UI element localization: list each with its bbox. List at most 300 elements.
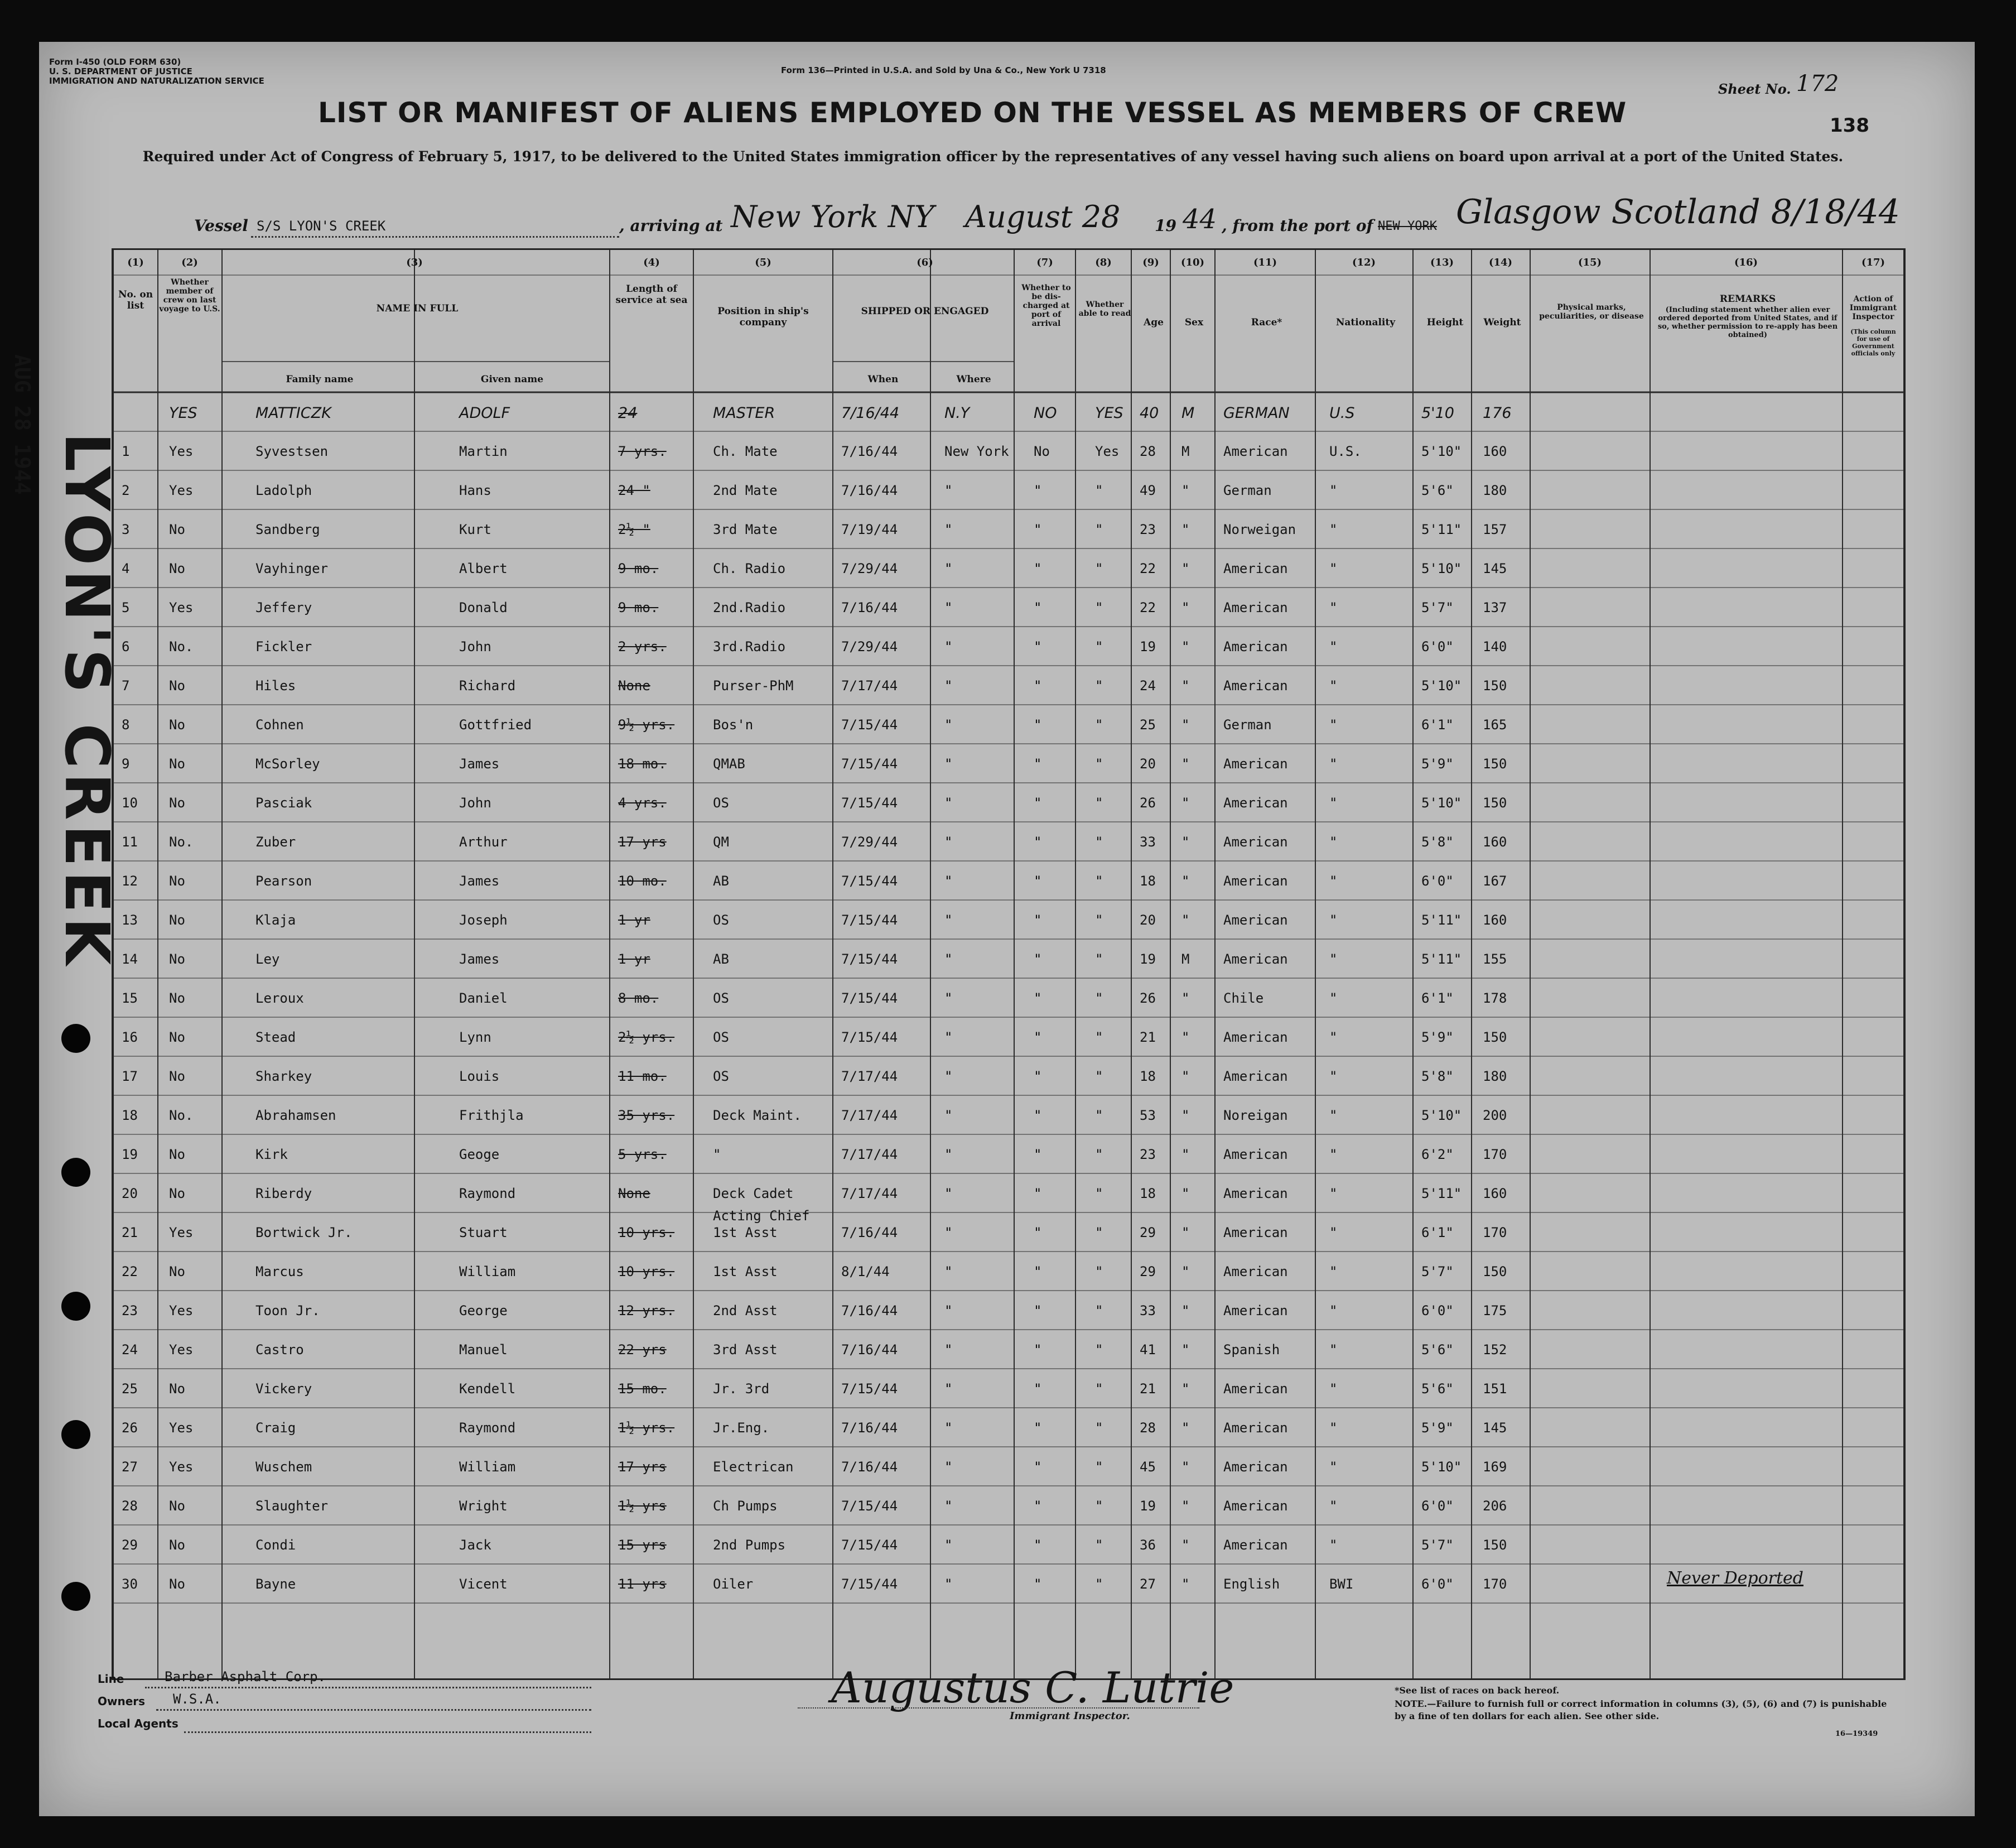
cell-read: " — [1095, 1498, 1103, 1514]
cell-no: 24 — [122, 1342, 138, 1358]
penalty-note: NOTE.—Failure to furnish full or correct information in columns (3), (5), (6) and (7) is punishable by a fine of ten dollars for each alien. See other side. — [1395, 1698, 1887, 1721]
arriving-port: New York NY — [731, 199, 934, 234]
cell-age: 26 — [1140, 795, 1156, 811]
crew-row — [113, 509, 1904, 548]
cell-race: American — [1223, 873, 1288, 889]
cell-position: Electrican — [713, 1459, 794, 1475]
cell-where: " — [944, 1029, 953, 1045]
punch-hole — [61, 1582, 90, 1611]
cell-sex: " — [1181, 1303, 1190, 1318]
cell-family: Bortwick Jr. — [255, 1225, 353, 1240]
cell-nationality: " — [1329, 1303, 1338, 1318]
cell-discharged: " — [1034, 483, 1042, 498]
punch-hole — [61, 1158, 90, 1187]
cell-race: American — [1223, 1498, 1288, 1514]
cell-nationality: " — [1329, 1342, 1338, 1358]
cell-family: Slaughter — [255, 1498, 329, 1514]
cell-age: 29 — [1140, 1225, 1156, 1240]
cell-member: YES — [169, 405, 197, 422]
ship-name-handwritten: LYON'S CREEK — [51, 432, 123, 970]
cell-family: Marcus — [255, 1264, 304, 1279]
cell-nationality: " — [1329, 678, 1338, 694]
cell-no: 16 — [122, 1029, 138, 1045]
header-family-name: Family name — [286, 374, 354, 385]
cell-weight: 137 — [1483, 600, 1507, 615]
cell-nationality: " — [1329, 1186, 1338, 1201]
cell-discharged: NO — [1034, 405, 1057, 422]
cell-race: Norweigan — [1223, 522, 1296, 537]
cell-when: 7/29/44 — [841, 561, 898, 576]
cell-age: 23 — [1140, 522, 1156, 537]
cell-member: No — [169, 1069, 185, 1084]
cell-when: 7/16/44 — [841, 444, 898, 459]
cell-when: 7/17/44 — [841, 1186, 898, 1201]
cell-height: 5'11" — [1421, 1186, 1462, 1201]
cell-discharged: " — [1034, 1498, 1042, 1514]
cell-discharged: " — [1034, 561, 1042, 576]
cell-member: No — [169, 795, 185, 811]
header-physical-marks: Physical marks, peculiarities, or disease — [1539, 303, 1644, 321]
cell-weight: 167 — [1483, 873, 1507, 889]
cell-race: American — [1223, 1029, 1288, 1045]
cell-where: " — [944, 1225, 953, 1240]
cell-given: Stuart — [459, 1225, 508, 1240]
cell-family: Vayhinger — [255, 561, 329, 576]
cell-position: QM — [713, 834, 729, 850]
cell-given: James — [459, 951, 500, 967]
cell-no: 29 — [122, 1537, 138, 1553]
printer-line: Form 136—Printed in U.S.A. and Sold by Una & Co., New York U 7318 — [781, 65, 1106, 75]
cell-discharged: " — [1034, 912, 1042, 928]
cell-sex: " — [1181, 522, 1190, 537]
vessel-label: Vessel — [194, 216, 248, 235]
cell-nationality: " — [1329, 639, 1338, 654]
form-id-line: Form I-450 (OLD FORM 630) — [49, 57, 181, 67]
header-action-sub: (This column for use of Government officials only — [1850, 328, 1896, 357]
cell-given: Donald — [459, 600, 508, 615]
cell-family: Vickery — [255, 1381, 312, 1397]
cell-read: " — [1095, 756, 1103, 772]
sheet-number: 172 — [1796, 71, 1839, 97]
cell-weight: 151 — [1483, 1381, 1507, 1397]
cell-service: 2½ yrs. — [618, 1029, 675, 1045]
cell-given: Raymond — [459, 1186, 516, 1201]
cell-position: 2nd Mate — [713, 483, 778, 498]
cell-given: Raymond — [459, 1420, 516, 1436]
cell-given: Daniel — [459, 990, 508, 1006]
cell-age: 45 — [1140, 1459, 1156, 1475]
cell-given: Jack — [459, 1537, 491, 1553]
cell-nationality: " — [1329, 522, 1338, 537]
cell-weight: 155 — [1483, 951, 1507, 967]
cell-height: 5'10" — [1421, 444, 1462, 459]
cell-position: Ch. Radio — [713, 561, 786, 576]
cell-service: None — [618, 678, 650, 694]
cell-when: 7/16/44 — [841, 1342, 898, 1358]
cell-member: No — [169, 1498, 185, 1514]
cell-height: 6'0" — [1421, 1498, 1454, 1514]
cell-where: " — [944, 1108, 953, 1123]
column-number: (6) — [917, 257, 933, 268]
cell-age: 27 — [1140, 1576, 1156, 1592]
column-number: (1) — [127, 257, 144, 268]
cell-discharged: " — [1034, 873, 1042, 889]
header-no-on-list: No. on list — [118, 289, 153, 311]
cell-height: 5'11" — [1421, 522, 1462, 537]
cell-weight: 178 — [1483, 990, 1507, 1006]
cell-discharged: " — [1034, 951, 1042, 967]
crew-row — [113, 1173, 1904, 1212]
cell-no: 19 — [122, 1147, 138, 1162]
cell-when: 7/15/44 — [841, 717, 898, 733]
cell-sex: " — [1181, 834, 1190, 850]
inspector-label: Immigrant Inspector. — [1010, 1710, 1130, 1722]
header-given-name: Given name — [480, 374, 544, 385]
cell-nationality: " — [1329, 1420, 1338, 1436]
cell-race: American — [1223, 1420, 1288, 1436]
column-number: (9) — [1142, 257, 1159, 268]
cell-member: Yes — [169, 444, 194, 459]
header-where: Where — [956, 374, 991, 385]
cell-position: Purser-PhM — [713, 678, 794, 694]
cell-age: 25 — [1140, 717, 1156, 733]
cell-position: AB — [713, 951, 729, 967]
cell-position: Deck Maint. — [713, 1108, 802, 1123]
cell-when: 7/16/44 — [841, 483, 898, 498]
cell-weight: 206 — [1483, 1498, 1507, 1514]
cell-nationality: " — [1329, 873, 1338, 889]
cell-sex: " — [1181, 600, 1190, 615]
cell-member: No — [169, 717, 185, 733]
cell-when: 8/1/44 — [841, 1264, 890, 1279]
cell-height: 5'10 — [1421, 405, 1454, 422]
cell-where: " — [944, 1342, 953, 1358]
cell-age: 33 — [1140, 1303, 1156, 1318]
cell-read: " — [1095, 795, 1103, 811]
cell-read: " — [1095, 1420, 1103, 1436]
owners-label: Owners — [98, 1695, 146, 1708]
cell-race: American — [1223, 1303, 1288, 1318]
departure-port: Glasgow Scotland 8/18/44 — [1456, 192, 1900, 232]
cell-read: " — [1095, 1225, 1103, 1240]
cell-where: " — [944, 1459, 953, 1475]
cell-position: OS — [713, 795, 729, 811]
cell-where: " — [944, 1576, 953, 1592]
cell-age: 29 — [1140, 1264, 1156, 1279]
column-number: (17) — [1861, 257, 1885, 268]
crew-row — [113, 1017, 1904, 1056]
cell-sex: " — [1181, 1459, 1190, 1475]
cell-height: 5'6" — [1421, 483, 1454, 498]
cell-position: 1st Asst — [713, 1225, 778, 1240]
header-sex: Sex — [1184, 317, 1204, 328]
cell-position: Ch Pumps — [713, 1498, 778, 1514]
cell-nationality: " — [1329, 717, 1338, 733]
cell-read: " — [1095, 600, 1103, 615]
cell-discharged: " — [1034, 717, 1042, 733]
cell-no: 20 — [122, 1186, 138, 1201]
cell-where: " — [944, 1537, 953, 1553]
crew-row — [113, 861, 1904, 900]
header-age: Age — [1144, 317, 1164, 328]
cell-position: 3rd Asst — [713, 1342, 778, 1358]
form-id-line: U. S. DEPARTMENT OF JUSTICE — [49, 66, 192, 76]
cell-sex: " — [1181, 1264, 1190, 1279]
cell-position: Ch. Mate — [713, 444, 778, 459]
cell-position-top: Acting Chief — [713, 1208, 810, 1224]
header-position: Position in ship's company — [717, 306, 809, 328]
cell-member: No. — [169, 834, 194, 850]
cell-member: No — [169, 522, 185, 537]
cell-race: American — [1223, 1264, 1288, 1279]
cell-sex: " — [1181, 561, 1190, 576]
cell-sex: " — [1181, 1537, 1190, 1553]
column-number: (15) — [1578, 257, 1602, 268]
cell-race: American — [1223, 756, 1288, 772]
cell-nationality: " — [1329, 951, 1338, 967]
cell-race: American — [1223, 1459, 1288, 1475]
cell-sex: M — [1181, 405, 1195, 422]
cell-sex: " — [1181, 717, 1190, 733]
crew-row — [113, 900, 1904, 939]
cell-given: Wright — [459, 1498, 508, 1514]
cell-given: Manuel — [459, 1342, 508, 1358]
cell-member: No — [169, 990, 185, 1006]
cell-read: " — [1095, 1342, 1103, 1358]
header-when: When — [867, 374, 899, 385]
cell-weight: 140 — [1483, 639, 1507, 654]
cell-when: 7/16/44 — [841, 1459, 898, 1475]
cell-sex: " — [1181, 1186, 1190, 1201]
cell-service: 17 yrs — [618, 834, 667, 850]
cell-nationality: " — [1329, 834, 1338, 850]
cell-sex: " — [1181, 990, 1190, 1006]
cell-age: 22 — [1140, 600, 1156, 615]
cell-read: " — [1095, 483, 1103, 498]
cell-race: Spanish — [1223, 1342, 1280, 1358]
cell-service: 2½ " — [618, 522, 650, 537]
cell-service: 24 — [618, 405, 638, 422]
cell-race: American — [1223, 912, 1288, 928]
cell-given: John — [459, 795, 491, 811]
cell-position: QMAB — [713, 756, 745, 772]
cell-service: 5 yrs. — [618, 1147, 667, 1162]
cell-age: 28 — [1140, 444, 1156, 459]
cell-race: American — [1223, 834, 1288, 850]
cell-position: 2nd.Radio — [713, 600, 786, 615]
cell-weight: 160 — [1483, 1186, 1507, 1201]
cell-when: 7/17/44 — [841, 1069, 898, 1084]
cell-height: 5'8" — [1421, 1069, 1454, 1084]
cell-weight: 175 — [1483, 1303, 1507, 1318]
cell-height: 5'10" — [1421, 1459, 1462, 1475]
cell-sex: M — [1181, 444, 1190, 459]
cell-family: Ladolph — [255, 483, 312, 498]
cell-age: 20 — [1140, 912, 1156, 928]
cell-family: Kirk — [255, 1147, 288, 1162]
cell-service: 1 yr — [618, 912, 650, 928]
cell-nationality: U.S. — [1329, 444, 1362, 459]
cell-when: 7/15/44 — [841, 912, 898, 928]
cell-when: 7/19/44 — [841, 522, 898, 537]
cell-member: Yes — [169, 600, 194, 615]
cell-nationality: " — [1329, 1537, 1338, 1553]
cell-weight: 160 — [1483, 912, 1507, 928]
cell-discharged: " — [1034, 834, 1042, 850]
cell-read: " — [1095, 1147, 1103, 1162]
cell-where: " — [944, 1381, 953, 1397]
cell-service: 9 mo. — [618, 600, 659, 615]
cell-read: " — [1095, 834, 1103, 850]
header-shipped-engaged: SHIPPED OR ENGAGED — [861, 306, 989, 317]
cell-read: " — [1095, 1537, 1103, 1553]
header-weight: Weight — [1483, 317, 1521, 328]
cell-read: YES — [1095, 405, 1123, 422]
crew-row — [113, 1252, 1904, 1291]
column-number: (5) — [755, 257, 771, 268]
cell-nationality: " — [1329, 1498, 1338, 1514]
header-length-service: Length of service at sea — [615, 283, 688, 306]
crew-row — [113, 627, 1904, 666]
cell-read: " — [1095, 1108, 1103, 1123]
cell-given: Hans — [459, 483, 491, 498]
crew-row — [113, 783, 1904, 822]
cell-family: Castro — [255, 1342, 304, 1358]
cell-sex: " — [1181, 639, 1190, 654]
cell-service: 12 yrs. — [618, 1303, 675, 1318]
cell-given: Martin — [459, 444, 508, 459]
cell-family: Syvestsen — [255, 444, 329, 459]
cell-no: 26 — [122, 1420, 138, 1436]
cell-position: " — [713, 1147, 721, 1162]
crew-row — [113, 1095, 1904, 1134]
cell-when: 7/15/44 — [841, 1498, 898, 1514]
cell-discharged: " — [1034, 1186, 1042, 1201]
header-remarks: REMARKS — [1719, 293, 1776, 305]
cell-where: " — [944, 756, 953, 772]
cell-nationality: " — [1329, 1108, 1338, 1123]
cell-member: No — [169, 1576, 185, 1592]
cell-member: No — [169, 873, 185, 889]
cell-height: 5'7" — [1421, 600, 1454, 615]
crew-row — [113, 1134, 1904, 1173]
cell-nationality: " — [1329, 990, 1338, 1006]
cell-read: Yes — [1095, 444, 1120, 459]
cell-sex: " — [1181, 1108, 1190, 1123]
cell-service: 8 mo. — [618, 990, 659, 1006]
cell-when: 7/15/44 — [841, 951, 898, 967]
requirement-text: Required under Act of Congress of February 5, 1917, to be delivered to the United States immigration officer by the representatives of any vessel having such aliens on board upon arrival at a port of the United States. — [142, 148, 1844, 165]
cell-read: " — [1095, 1459, 1103, 1475]
cell-when: 7/16/44 — [841, 405, 900, 422]
cell-age: 18 — [1140, 1069, 1156, 1084]
cell-where: " — [944, 1498, 953, 1514]
manifest-sheet — [10, 42, 1975, 1816]
races-note: *See list of races on back hereof. — [1395, 1685, 1560, 1696]
cell-sex: " — [1181, 1576, 1190, 1592]
cell-member: No — [169, 1537, 185, 1553]
cell-no: 28 — [122, 1498, 138, 1514]
cell-no: 23 — [122, 1303, 138, 1318]
cell-service: 15 yrs — [618, 1537, 667, 1553]
cell-discharged: " — [1034, 1576, 1042, 1592]
cell-service: 1 yr — [618, 951, 650, 967]
cell-where: " — [944, 873, 953, 889]
punch-hole — [61, 1420, 90, 1449]
cell-family: Sharkey — [255, 1069, 312, 1084]
struck-port: NEW YORK — [1378, 219, 1437, 233]
crew-row — [113, 1291, 1904, 1330]
cell-no: 17 — [122, 1069, 138, 1084]
cell-read: " — [1095, 1029, 1103, 1045]
column-number: (16) — [1734, 257, 1758, 268]
cell-nationality: " — [1329, 483, 1338, 498]
crew-row — [113, 1369, 1904, 1408]
cell-given: Kendell — [459, 1381, 516, 1397]
cell-no: 10 — [122, 795, 138, 811]
crew-row — [113, 939, 1904, 978]
cell-member: Yes — [169, 1342, 194, 1358]
cell-height: 5'6" — [1421, 1381, 1454, 1397]
from-port-label: , from the port of — [1222, 216, 1373, 235]
cell-no: 5 — [122, 600, 130, 615]
cell-given: James — [459, 873, 500, 889]
cell-nationality: " — [1329, 1225, 1338, 1240]
cell-weight: 150 — [1483, 1264, 1507, 1279]
crew-row — [113, 822, 1904, 861]
cell-family: Klaja — [255, 912, 296, 928]
cell-age: 21 — [1140, 1381, 1156, 1397]
cell-when: 7/17/44 — [841, 1147, 898, 1162]
cell-where: " — [944, 1069, 953, 1084]
cell-read: " — [1095, 1264, 1103, 1279]
cell-member: No — [169, 951, 185, 967]
cell-where: " — [944, 834, 953, 850]
cell-nationality: " — [1329, 1147, 1338, 1162]
cell-family: Hiles — [255, 678, 296, 694]
cell-when: 7/15/44 — [841, 1537, 898, 1553]
cell-member: No. — [169, 1108, 194, 1123]
cell-when: 7/17/44 — [841, 1108, 898, 1123]
cell-sex: " — [1181, 1498, 1190, 1514]
cell-no: 12 — [122, 873, 138, 889]
cell-position: Jr.Eng. — [713, 1420, 770, 1436]
cell-service: 35 yrs. — [618, 1108, 675, 1123]
cell-family: Fickler — [255, 639, 312, 654]
cell-no: 15 — [122, 990, 138, 1006]
cell-race: American — [1223, 1147, 1288, 1162]
cell-service: 10 yrs. — [618, 1264, 675, 1279]
cell-member: No — [169, 561, 185, 576]
cell-sex: " — [1181, 756, 1190, 772]
cell-given: Frithjla — [459, 1108, 524, 1123]
cell-no: 9 — [122, 756, 130, 772]
cell-service: 10 mo. — [618, 873, 667, 889]
cell-discharged: " — [1034, 1537, 1042, 1553]
cell-read: " — [1095, 678, 1103, 694]
cell-where: " — [944, 639, 953, 654]
cell-family: Pearson — [255, 873, 312, 889]
crew-row — [113, 431, 1904, 470]
cell-given: James — [459, 756, 500, 772]
cell-weight: 165 — [1483, 717, 1507, 733]
form-code: 16—19349 — [1835, 1730, 1878, 1738]
form-id-line: IMMIGRATION AND NATURALIZATION SERVICE — [49, 76, 264, 86]
cell-weight: 160 — [1483, 444, 1507, 459]
cell-race: German — [1223, 717, 1272, 733]
cell-given: William — [459, 1459, 516, 1475]
cell-race: American — [1223, 561, 1288, 576]
